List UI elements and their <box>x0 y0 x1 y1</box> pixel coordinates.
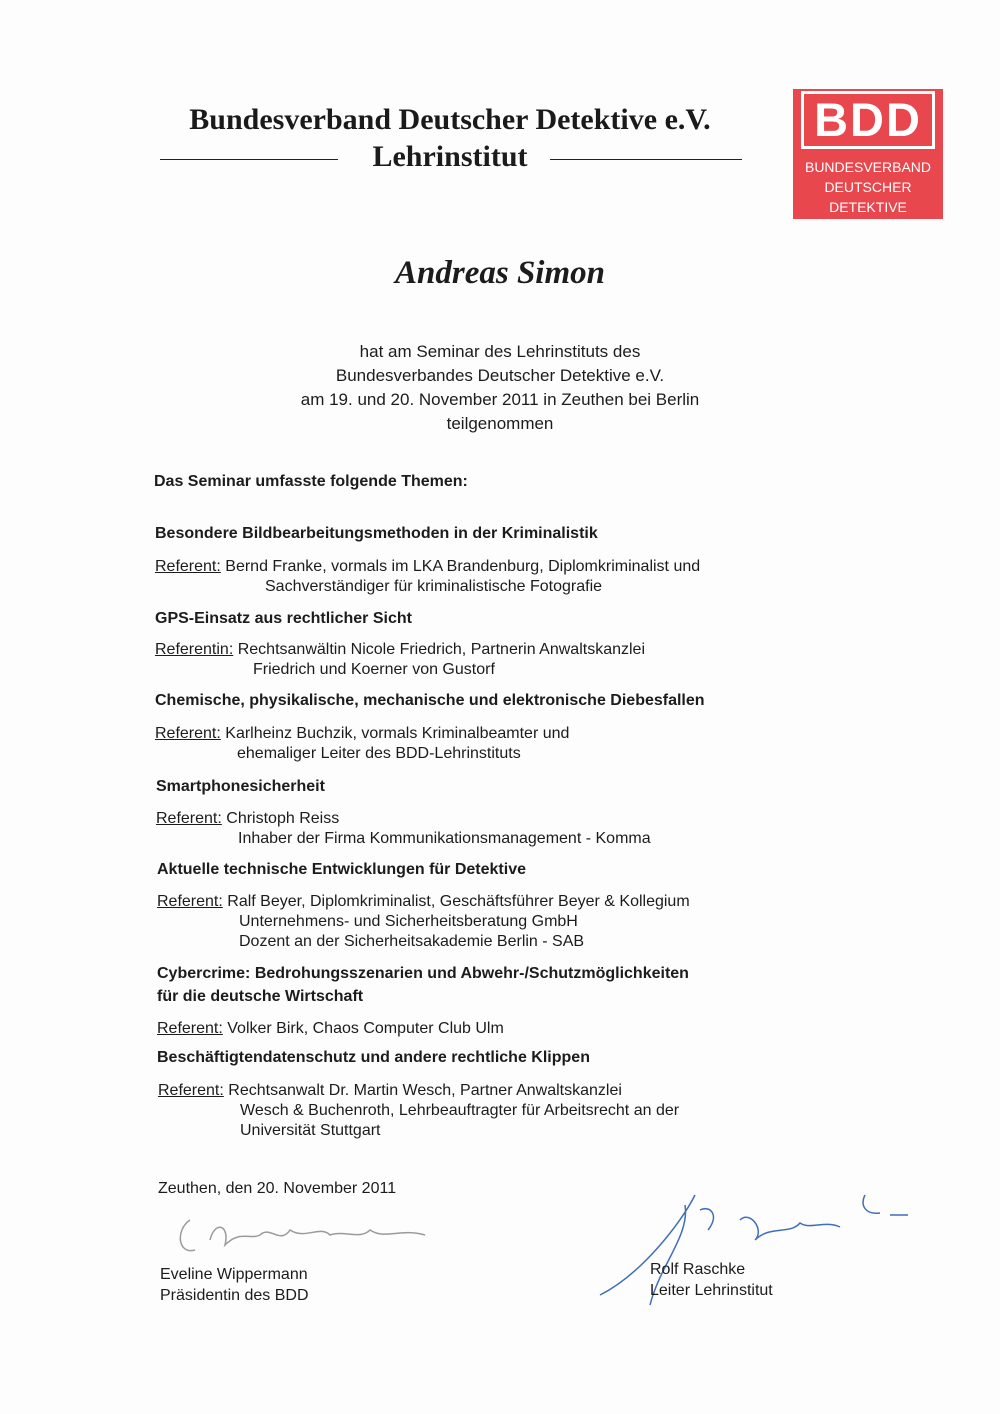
speaker-line: Sachverständiger für kriminalistische Fotografie <box>265 578 603 595</box>
speaker-role: Referent: <box>158 1082 224 1099</box>
signatory-position: Präsidentin des BDD <box>160 1287 309 1304</box>
topic-title: Smartphonesicherheit <box>156 778 325 795</box>
recipient-name: Andreas Simon <box>395 255 605 291</box>
signatory-left <box>160 1264 309 1306</box>
intro-line: teilgenommen <box>446 414 554 433</box>
intro-text <box>0 340 1000 436</box>
topics-heading: Das Seminar umfasste folgende Themen: <box>154 473 468 490</box>
speaker-line: Inhaber der Firma Kommunikationsmanagement - Komma <box>238 830 651 847</box>
intro-line: Bundesverbandes Deutscher Detektive e.V. <box>335 366 665 385</box>
speaker-line: Karlheinz Buchzik, vormals Kriminalbeamter und <box>225 725 570 742</box>
topic-title: Cybercrime: Bedrohungsszenarien und Abwehr-/Schutzmöglichkeiten <box>157 965 689 982</box>
signatory-right <box>650 1259 773 1301</box>
topic-speaker <box>157 1019 504 1039</box>
topic-speaker <box>157 892 690 952</box>
signature-wippermann <box>170 1200 470 1270</box>
speaker-line: Bernd Franke, vormals im LKA Brandenburg, Diplomkriminalist und <box>225 558 701 575</box>
speaker-line: Rechtsanwalt Dr. Martin Wesch, Partner Anwaltskanzlei <box>228 1082 622 1099</box>
signatory-name: Rolf Raschke <box>650 1261 746 1278</box>
topic-speaker <box>158 1081 679 1141</box>
topic-title: Beschäftigtendatenschutz und andere rechtliche Klippen <box>157 1049 590 1066</box>
speaker-role: Referent: <box>155 558 221 575</box>
speaker-role: Referent: <box>157 893 223 910</box>
speaker-line: Universität Stuttgart <box>240 1122 381 1139</box>
institute-title: Lehrinstitut <box>372 140 528 173</box>
speaker-line: Volker Birk, Chaos Computer Club Ulm <box>227 1020 504 1037</box>
speaker-role: Referent: <box>157 1020 223 1037</box>
speaker-line: Unternehmens- und Sicherheitsberatung GmbH <box>239 913 578 930</box>
logo-line2: DEUTSCHER <box>824 179 912 195</box>
logo-line1: BUNDESVERBAND <box>804 159 932 175</box>
topic-speaker <box>155 640 645 680</box>
topic-speaker <box>155 557 700 597</box>
topic-speaker <box>155 724 569 764</box>
right-rule <box>550 159 742 160</box>
place-date: Zeuthen, den 20. November 2011 <box>158 1180 397 1197</box>
intro-line: hat am Seminar des Lehrinstituts des <box>359 342 641 361</box>
topic-title: Chemische, physikalische, mechanische und elektronische Diebesfallen <box>155 692 705 709</box>
speaker-line: Dozent an der Sicherheitsakademie Berlin - SAB <box>239 933 585 950</box>
logo-line3: DETEKTIVE <box>829 199 907 215</box>
topic-title: Besondere Bildbearbeitungsmethoden in der Kriminalistik <box>155 525 598 542</box>
logo-abbr: BDD <box>801 91 935 149</box>
intro-line: am 19. und 20. November 2011 in Zeuthen bei Berlin <box>300 390 700 409</box>
speaker-line: Christoph Reiss <box>226 810 340 827</box>
institute-row <box>150 140 750 180</box>
topic-title-continued: für die deutsche Wirtschaft <box>157 988 364 1005</box>
organization-title: Bundesverband Deutscher Detektive e.V. <box>189 103 711 136</box>
speaker-line: Ralf Beyer, Diplomkriminalist, Geschäftsführer Beyer & Kollegium <box>227 893 690 910</box>
signatory-position: Leiter Lehrinstitut <box>650 1282 773 1299</box>
speaker-role: Referent: <box>155 725 221 742</box>
topic-speaker <box>156 809 651 849</box>
speaker-line: Friedrich und Koerner von Gustorf <box>253 661 495 678</box>
speaker-line: Wesch & Buchenroth, Lehrbeauftragter für Arbeitsrecht an der <box>240 1102 680 1119</box>
speaker-line: Rechtsanwältin Nicole Friedrich, Partnerin Anwaltskanzlei <box>237 641 646 658</box>
signatory-name: Eveline Wippermann <box>160 1266 308 1283</box>
bdd-logo <box>793 89 943 219</box>
speaker-line: ehemaliger Leiter des BDD-Lehrinstituts <box>237 745 521 762</box>
speaker-role: Referentin: <box>155 641 234 658</box>
topic-title: GPS-Einsatz aus rechtlicher Sicht <box>155 610 412 627</box>
speaker-role: Referent: <box>156 810 222 827</box>
topic-title: Aktuelle technische Entwicklungen für Detektive <box>157 861 526 878</box>
